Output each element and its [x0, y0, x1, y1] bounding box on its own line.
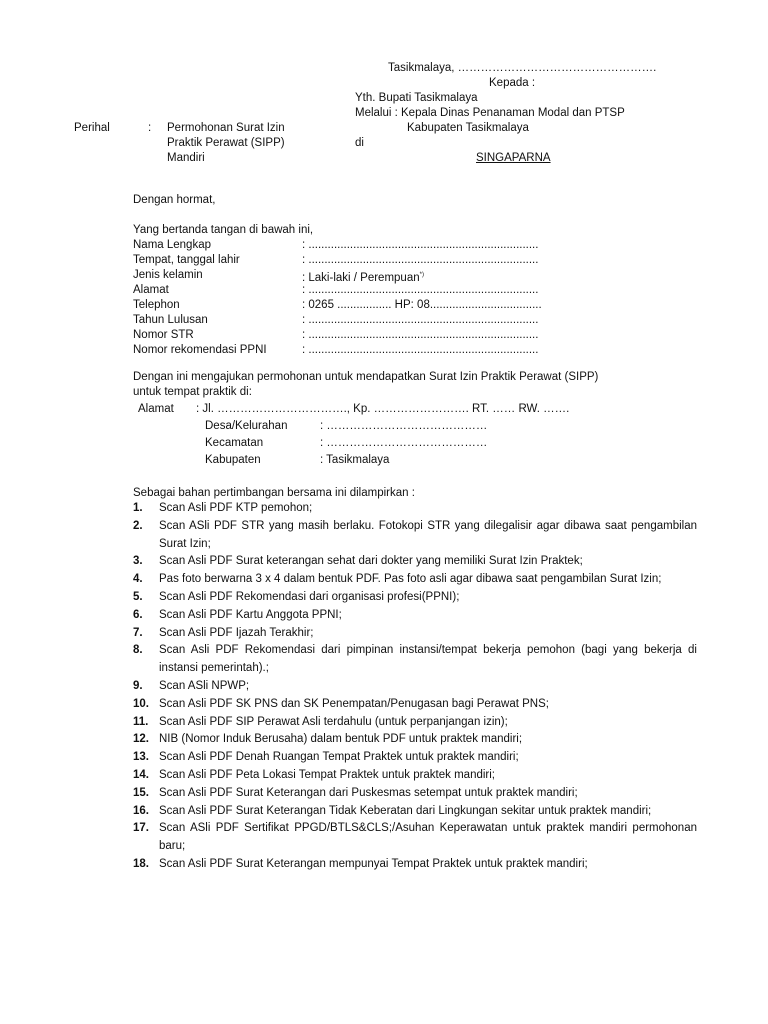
list-text: Pas foto berwarna 3 x 4 dalam bentuk PDF. Pas foto asli agar dibawa saat pengambilan Surat Izin;: [159, 573, 662, 586]
field-label: Nama Lengkap: [133, 239, 211, 251]
address-value: : Tasikmalaya: [320, 454, 390, 466]
request-line-1: Dengan ini mengajukan permohonan untuk mendapatkan Surat Izin Praktik Perawat (SIPP): [133, 371, 599, 383]
list-number: 3.: [133, 555, 143, 568]
field-label: Alamat: [133, 284, 169, 296]
field-value: : ........................................................................: [302, 344, 539, 356]
list-text: Scan ASli NPWP;: [159, 679, 250, 692]
list-text: Scan Asli PDF Rekomendasi dari organisasi profesi(PPNI);: [159, 590, 460, 603]
footnote-mark: *): [419, 272, 424, 278]
list-number: 5.: [133, 590, 143, 603]
address-label: Kecamatan: [205, 437, 264, 449]
field-value: : ........................................................................: [302, 254, 539, 266]
perihal-line-1: Permohonan Surat Izin: [167, 122, 285, 134]
list-item: [133, 767, 697, 785]
list-text: Scan Asli PDF Denah Ruangan Tempat Praktek untuk praktek mandiri;: [159, 751, 519, 764]
destination-city: SINGAPARNA: [476, 152, 551, 164]
list-item: [133, 678, 697, 696]
list-text: Scan Asli PDF Ijazah Terakhir;: [159, 626, 314, 639]
list-item: [133, 785, 697, 803]
list-text: Scan Asli PDF KTP pemohon;: [159, 502, 313, 514]
list-item: [133, 553, 697, 571]
list-item: [133, 820, 697, 856]
list-number: 11.: [133, 715, 149, 728]
list-number: 12.: [133, 733, 149, 746]
greeting: Dengan hormat,: [133, 194, 216, 206]
address-label: Desa/Kelurahan: [205, 420, 288, 432]
field-value: : Laki-laki / Perempuan: [302, 271, 420, 284]
field-label: Nomor rekomendasi PPNI: [133, 344, 267, 356]
list-number: 9.: [133, 679, 143, 692]
list-number: 6.: [133, 608, 143, 621]
practice-address-label: Alamat: [138, 403, 174, 415]
list-text: Scan Asli PDF Peta Lokasi Tempat Praktek untuk praktek mandiri;: [159, 768, 495, 781]
list-text: Scan Asli PDF Kartu Anggota PPNI;: [159, 608, 342, 621]
list-item: [133, 731, 697, 749]
list-item: [133, 571, 697, 589]
request-line-2: untuk tempat praktik di:: [133, 386, 252, 398]
di-label: di: [355, 137, 364, 149]
list-item: [133, 607, 697, 625]
perihal-line-2: Praktik Perawat (SIPP): [167, 137, 285, 149]
list-item: [133, 714, 697, 732]
list-number: 13.: [133, 751, 149, 764]
field-label: Nomor STR: [133, 329, 194, 341]
list-item: [133, 696, 697, 714]
list-text: Scan ASli PDF Sertifikat PPGD/BTLS&CLS;/Asuhan Keperawatan untuk praktek mandiri permohonan baru;: [159, 822, 697, 853]
field-value: : ........................................................................: [302, 314, 539, 326]
practice-address-value: : Jl. ……………………………., Kp. ……………………. RT. …… RW. …….: [196, 403, 570, 415]
list-item: [133, 518, 697, 554]
perihal-label: Perihal: [74, 122, 110, 134]
list-number: 18.: [133, 857, 149, 870]
list-number: 4.: [133, 573, 143, 586]
list-item: [133, 642, 697, 678]
list-number: 2.: [133, 519, 143, 532]
list-number: 17.: [133, 822, 149, 835]
list-number: 15.: [133, 786, 149, 799]
field-value: : ........................................................................: [302, 284, 539, 296]
list-item: [133, 500, 697, 518]
place-date: Tasikmalaya, …………………………………………….: [388, 62, 657, 74]
list-number: 8.: [133, 644, 143, 657]
list-item: [133, 589, 697, 607]
via-continued: Kabupaten Tasikmalaya: [407, 122, 529, 134]
kepada-label: Kepada :: [489, 77, 536, 89]
field-value: : ........................................................................: [302, 239, 539, 251]
list-item: [133, 856, 697, 874]
list-number: 10.: [133, 697, 149, 710]
list-text: NIB (Nomor Induk Berusaha) dalam bentuk PDF untuk praktek mandiri;: [159, 733, 523, 746]
perihal-colon: :: [148, 122, 152, 134]
list-text: Scan Asli PDF Surat Keterangan Tidak Keberatan dari Lingkungan sekitar untuk praktek mandiri;: [159, 804, 652, 817]
address-value: : ……………………………………: [320, 437, 488, 449]
recipient: Yth. Bupati Tasikmalaya: [355, 92, 478, 104]
field-label: Telephon: [133, 299, 180, 311]
list-text: Scan ASli PDF STR yang masih berlaku. Fotokopi STR yang dilegalisir agar dibawa saat pengambilan Surat Izin;: [159, 519, 697, 550]
field-label: Tahun Lulusan: [133, 314, 208, 326]
list-text: Scan Asli PDF Surat Keterangan mempunyai Tempat Praktek untuk praktek mandiri;: [159, 857, 588, 870]
list-text: Scan Asli PDF Surat Keterangan dari Puskesmas setempat untuk praktek mandiri;: [159, 786, 578, 799]
field-label: Tempat, tanggal lahir: [133, 254, 240, 266]
field-value: : 0265 ................. HP: 08...................................: [302, 299, 542, 311]
perihal-line-3: Mandiri: [167, 152, 205, 164]
attachments-list: [133, 500, 697, 874]
list-text: Scan Asli PDF SIP Perawat Asli terdahulu (untuk perpanjangan izin);: [159, 715, 508, 728]
attachments-intro: Sebagai bahan pertimbangan bersama ini dilampirkan :: [133, 487, 415, 499]
intro-text: Yang bertanda tangan di bawah ini,: [133, 224, 314, 236]
list-number: 16.: [133, 804, 149, 817]
list-item: [133, 803, 697, 821]
list-item: [133, 625, 697, 643]
list-text: Scan Asli PDF SK PNS dan SK Penempatan/Penugasan bagi Perawat PNS;: [159, 697, 549, 710]
via-line: Melalui : Kepala Dinas Penanaman Modal dan PTSP: [355, 107, 625, 119]
list-item: [133, 749, 697, 767]
list-text: Scan Asli PDF Surat keterangan sehat dari dokter yang memiliki Surat Izin Praktek;: [159, 555, 583, 568]
list-text: Scan Asli PDF Rekomendasi dari pimpinan instansi/tempat bekerja pemohon (bagi yang bekerja di instansi pemerintah).;: [159, 644, 697, 675]
address-label: Kabupaten: [205, 454, 261, 466]
list-number: 7.: [133, 626, 143, 639]
field-label: Jenis kelamin: [133, 269, 203, 281]
list-number: 1.: [133, 502, 143, 514]
address-value: : ……………………………………: [320, 420, 488, 432]
field-value: : ........................................................................: [302, 329, 539, 341]
list-number: 14.: [133, 768, 149, 781]
